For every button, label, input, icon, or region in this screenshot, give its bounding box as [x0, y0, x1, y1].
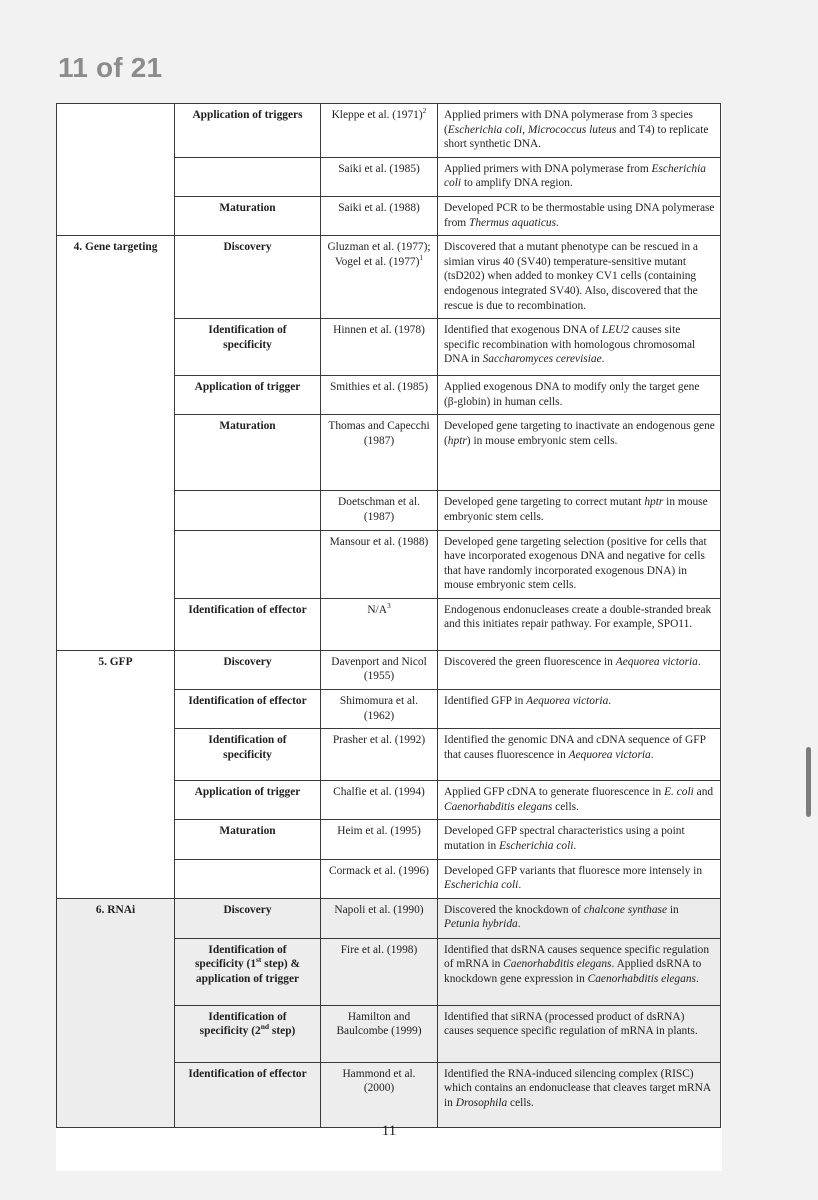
stage-cell: Discovery — [175, 898, 321, 938]
stage-cell — [175, 859, 321, 898]
description-cell: Developed gene targeting to correct mutant hptr in mouse embryonic stem cells. — [438, 491, 721, 530]
stage-cell — [175, 491, 321, 530]
description-cell: Identified GFP in Aequorea victoria. — [438, 690, 721, 729]
reference-cell: Gluzman et al. (1977); Vogel et al. $(1977)^1$ — [321, 236, 438, 319]
description-cell: Discovered the green fluorescence in Aequorea victoria. — [438, 650, 721, 689]
reference-cell: $N/A^3$ — [321, 598, 438, 650]
stage-cell: Identification of specificity — [175, 729, 321, 781]
stage-cell: Maturation — [175, 415, 321, 491]
description-cell: Identified that dsRNA causes sequence specific regulation of mRNA in Caenorhabditis elegans. Applied dsRNA to knockdown gene expression in Caenorhabditis elegans. — [438, 938, 721, 1005]
stage-cell: Identification of effector — [175, 1062, 321, 1127]
footnote-marker: 2 — [422, 106, 427, 116]
reference-cell: Napoli et al. (1990) — [321, 898, 438, 938]
reference-cell: Hinnen et al. (1978) — [321, 319, 438, 376]
gene-category-cell: 5. GFP — [57, 650, 175, 898]
page-number: 11 — [381, 1123, 397, 1139]
reference-cell: Saiki et al. (1988) — [321, 196, 438, 235]
description-cell: Identified that siRNA (processed product of dsRNA) causes sequence specific regulation of mRNA in plants. — [438, 1005, 721, 1062]
description-cell: Developed gene targeting to inactivate an endogenous gene (hptr) in mouse embryonic stem cells. — [438, 415, 721, 491]
stage-cell: Identification of specificity (2nd step) — [175, 1005, 321, 1062]
table-row — [57, 898, 721, 938]
page-indicator: 11 of 21 — [58, 52, 163, 83]
table-row — [57, 236, 721, 319]
stage-cell: Discovery — [175, 650, 321, 689]
footnote-marker: 3 — [386, 601, 391, 611]
description-cell: Developed gene targeting selection (positive for cells that have incorporated exogenous DNA and negative for cells that have randomly incorporated exogenous DNA) in mouse embryonic stem cells. — [438, 530, 721, 598]
research-history-table — [56, 103, 721, 1128]
gene-category-cell: 6. RNAi — [57, 898, 175, 1127]
description-cell: Endogenous endonucleases create a double-stranded break and this initiates repair pathway. For example, SPO11. — [438, 598, 721, 650]
footnote-marker: 1 — [419, 252, 424, 262]
scrollbar-thumb[interactable] — [806, 747, 811, 817]
stage-cell: Identification of effector — [175, 598, 321, 650]
description-cell: Identified the genomic DNA and cDNA sequence of GFP that causes fluorescence in Aequorea victoria. — [438, 729, 721, 781]
stage-cell: Application of triggers — [175, 104, 321, 158]
reference-cell: Davenport and Nicol (1955) — [321, 650, 438, 689]
stage-cell: Discovery — [175, 236, 321, 319]
description-cell: Developed GFP spectral characteristics using a point mutation in Escherichia coli. — [438, 820, 721, 859]
stage-cell — [175, 530, 321, 598]
gene-category-cell — [57, 104, 175, 236]
description-cell: Applied exogenous DNA to modify only the target gene (β-globin) in human cells. — [438, 376, 721, 415]
reference-cell: Mansour et al. (1988) — [321, 530, 438, 598]
description-cell: Applied GFP cDNA to generate fluorescence in E. coli and Caenorhabditis elegans cells. — [438, 781, 721, 820]
reference-cell: Hamilton and Baulcombe (1999) — [321, 1005, 438, 1062]
stage-cell: Identification of specificity — [175, 319, 321, 376]
stage-cell: Identification of effector — [175, 690, 321, 729]
table-row — [57, 104, 721, 158]
description-cell: Discovered that a mutant phenotype can be rescued in a simian virus 40 (SV40) temperature-sensitive mutant (tsD202) when added to monkey CV1 cells (containing endogenous integrated SV40). Also, discovered that the rescue is due to recombination. — [438, 236, 721, 319]
reference-cell: Shimomura et al. (1962) — [321, 690, 438, 729]
description-cell: Discovered the knockdown of chalcone synthase in Petunia hybrida. — [438, 898, 721, 938]
reference-cell: Cormack et al. (1996) — [321, 859, 438, 898]
table-row — [57, 650, 721, 689]
gene-category-cell: 4. Gene targeting — [57, 236, 175, 651]
stage-cell: Maturation — [175, 820, 321, 859]
reference-cell: Thomas and Capecchi (1987) — [321, 415, 438, 491]
stage-cell: Application of trigger — [175, 781, 321, 820]
stage-cell: Application of trigger — [175, 376, 321, 415]
document-page — [56, 103, 722, 1171]
reference-cell: Hammond et al. (2000) — [321, 1062, 438, 1127]
stage-cell: Maturation — [175, 196, 321, 235]
reference-cell: Kleppe et al. $(1971)^2$ — [321, 104, 438, 158]
reference-cell: Doetschman et al. (1987) — [321, 491, 438, 530]
description-cell: Identified that exogenous DNA of LEU2 causes site specific recombination with homologous chromosomal DNA in Saccharomyces cerevisiae. — [438, 319, 721, 376]
reference-cell: Saiki et al. (1985) — [321, 157, 438, 196]
reference-cell: Heim et al. (1995) — [321, 820, 438, 859]
reference-cell: Chalfie et al. (1994) — [321, 781, 438, 820]
reference-cell: Prasher et al. (1992) — [321, 729, 438, 781]
stage-cell — [175, 157, 321, 196]
description-cell: Identified the RNA-induced silencing complex (RISC) which contains an endonuclease that cleaves target mRNA in Drosophila cells. — [438, 1062, 721, 1127]
description-cell: Applied primers with DNA polymerase from Escherichia coli to amplify DNA region. — [438, 157, 721, 196]
stage-cell: Identification of specificity (1st step) & application of trigger — [175, 938, 321, 1005]
description-cell: Developed GFP variants that fluoresce more intensely in Escherichia coli. — [438, 859, 721, 898]
description-cell: Developed PCR to be thermostable using DNA polymerase from Thermus aquaticus. — [438, 196, 721, 235]
reference-cell: Fire et al. (1998) — [321, 938, 438, 1005]
description-cell: Applied primers with DNA polymerase from 3 species (Escherichia coli, Micrococcus luteus and T4) to replicate short synthetic DNA. — [438, 104, 721, 158]
reference-cell: Smithies et al. (1985) — [321, 376, 438, 415]
